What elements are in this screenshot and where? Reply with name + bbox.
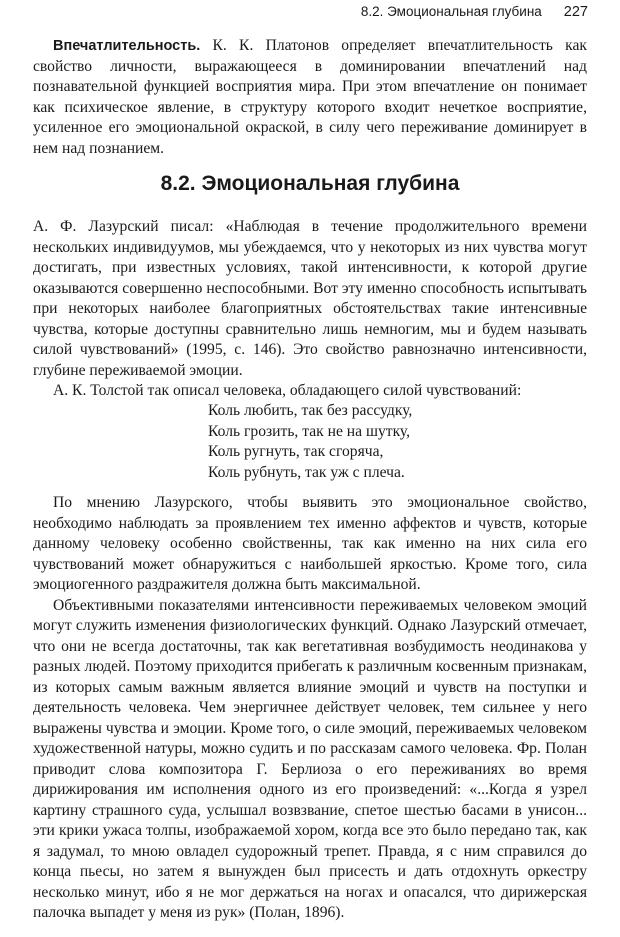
paragraph-objective-indicators: Объективными показателями интенсивности переживаемых человеком эмоций могут служить изменения физиологических функций. Однако Лазурский отмечает, что они не всегда достаточны, так как вегетативная возбудимость неодинакова у разных людей. Поэтому приходится прибегать к различным косвенным признакам, из которых самым важным является влияние эмоций и чувств на поступки и деятельность человека. Чем энергичнее действует человек, тем сильнее у него выражены чувства и эмоции. Кроме того, о силе эмоций, переживаемых человеком художественной натуры, можно судить и по рассказам самого человека. Фр. Полан приводит слова композитора Г. Берлиоза о его переживаниях во время дирижирования им исполнения одного из его произведений: «...Когда я узрел картину страшного суда, услышал возвзвание, спетое шестью басами в унисон... эти крики ужаса толпы, изображаемой хором, когда все это было передано так, как я задумал, то мною овладел судорожный трепет. Правда, я с ним справился до конца пьесы, но затем я вынужден был присесть и дать отдохнуть оркестру несколько минут, ибо я не мог держаться на ногах и опасался, что дирижерская палочка выпадет у меня из рук» (Полан, 1896).	[33, 596, 587, 921]
poem-line: Коль любить, так без рассудку,	[208, 402, 413, 419]
poem-line: Коль грозить, так не на шутку,	[208, 422, 411, 440]
section-title: 8.2. Эмоциональная глубина	[160, 172, 460, 195]
section-body-part2	[33, 493, 587, 924]
poem-line: Коль рубнуть, так уж с плеча.	[208, 463, 405, 481]
section-body-part1	[33, 217, 587, 402]
intro-block	[33, 36, 587, 159]
poem-block	[208, 401, 412, 483]
poem-line: Коль ругнуть, так сгоряча,	[208, 443, 384, 460]
running-header	[361, 4, 588, 20]
paragraph-lazursky-quote: А. Ф. Лазурский писал: «Наблюдая в течение продолжительного времени нескольких индивидуумов, мы убеждаемся, что у некоторых из них чувства могут достигать, при известных условиях, такой интенсивности, к которой другие оказываются совершенно неспособными. Вот эту именно способность испытывать при некоторых наиболее благоприятных обстоятельствах такие интенсивные чувства, которые доступны сравнительно лишь немногим, мы и будем называть силой чувствований» (1995, с. 146). Это свойство равнозначно интенсивности, глубине переживаемой эмоции.	[33, 218, 587, 379]
intro-text: К. К. Платонов определяет впечатлительность как свойство личности, выражающееся в доминировании впечатлений над познавательной функцией восприятия мира. При этом впечатление он понимает как психическое явление, в структуру которого входит нечеткое восприятие, усиленное его эмоциональной окраской, в силу чего переживание доминирует в нем над познанием.	[33, 37, 587, 157]
paragraph-lazursky-opinion: По мнению Лазурского, чтобы выявить это эмоциональное свойство, необходимо наблюдать за проявлением тех именно аффектов и чувств, которые данному человеку особенно свойственны, так как именно на них сила его чувствований может обнаружиться с наибольшей яркостью. Кроме того, сила эмоциогенного раздражителя должна быть максимальной.	[33, 494, 587, 593]
intro-paragraph	[33, 36, 587, 159]
paragraph-tolstoy-intro: А. К. Толстой так описал человека, обладающего силой чувствований:	[53, 382, 522, 399]
page-number: 227	[563, 4, 588, 20]
intro-term: Впечатлительность.	[53, 38, 201, 54]
running-header-section: 8.2. Эмоциональная глубина	[360, 4, 542, 19]
